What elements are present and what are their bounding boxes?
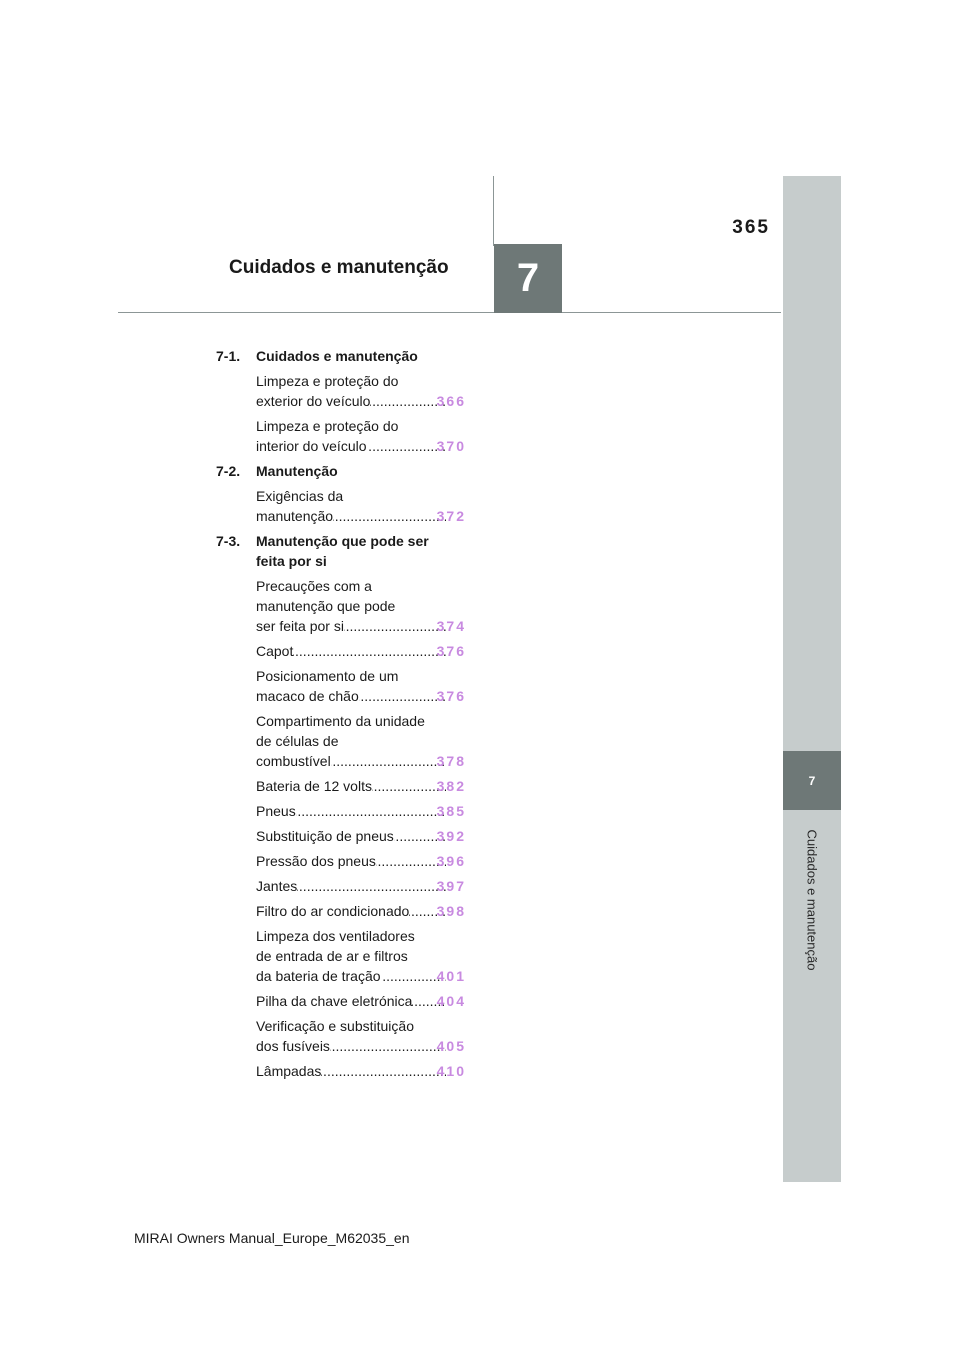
toc-entry-title: exterior do veículo — [256, 393, 371, 409]
toc-leader-dots — [293, 641, 445, 661]
toc-entry-line: de células de — [256, 733, 339, 749]
toc-leader-dots — [372, 776, 446, 796]
toc-leader-dots — [321, 1061, 445, 1081]
toc-entry[interactable] — [216, 901, 466, 921]
toc-entry-line: Posicionamento de um — [256, 668, 399, 684]
toc-page-link[interactable]: 398 — [436, 903, 466, 919]
toc-section-number: 7-1. — [216, 348, 241, 364]
toc-entry-title: macaco de chão — [256, 688, 359, 704]
toc-page-link[interactable]: 376 — [436, 643, 466, 659]
toc-section — [216, 461, 466, 481]
toc-leader-dots — [296, 801, 446, 821]
toc-page-link[interactable]: 397 — [436, 878, 466, 894]
toc-section — [216, 346, 466, 366]
page-number: 365 — [732, 217, 770, 238]
toc-entry-title: manutenção — [256, 508, 334, 524]
chapter-number-box: 7 — [494, 244, 562, 313]
toc-page-link[interactable]: 404 — [436, 993, 466, 1009]
toc-entry[interactable] — [216, 926, 466, 986]
toc-leader-dots — [330, 1036, 446, 1056]
toc-entry[interactable] — [216, 851, 466, 871]
table-of-contents — [216, 346, 466, 1086]
toc-entry[interactable] — [216, 371, 466, 411]
toc-page-link[interactable]: 376 — [436, 688, 466, 704]
toc-entry-title: interior do veículo — [256, 438, 367, 454]
toc-leader-dots — [381, 966, 446, 986]
toc-leader-dots — [333, 506, 446, 526]
toc-entry[interactable] — [216, 641, 466, 661]
toc-entry-line: Exigências da — [256, 488, 344, 504]
toc-page-link[interactable]: 370 — [436, 438, 466, 454]
header-vertical-rule — [493, 176, 494, 246]
toc-entry-title: Capot — [256, 643, 294, 659]
toc-section-number: 7-3. — [216, 533, 241, 549]
toc-entry-title: Pneus — [256, 803, 296, 819]
toc-entry-line: Limpeza e proteção do — [256, 373, 399, 389]
side-tab — [783, 176, 841, 1182]
toc-entry[interactable] — [216, 876, 466, 896]
chapter-title: Cuidados e manutenção — [229, 257, 449, 278]
side-tab-number: 7 — [783, 751, 841, 810]
toc-entry[interactable] — [216, 416, 466, 456]
toc-entry-line: de entrada de ar e filtros — [256, 948, 408, 964]
toc-entry-title: Lâmpadas — [256, 1063, 322, 1079]
toc-leader-dots — [297, 876, 445, 896]
toc-entry-title: Jantes — [256, 878, 298, 894]
toc-leader-dots — [376, 851, 446, 871]
toc-page-link[interactable]: 382 — [436, 778, 466, 794]
toc-page-link[interactable]: 374 — [436, 618, 466, 634]
toc-entry-title: Filtro do ar condicionado — [256, 903, 410, 919]
toc-page-link[interactable]: 396 — [436, 853, 466, 869]
toc-page-link[interactable]: 366 — [436, 393, 466, 409]
toc-entry[interactable] — [216, 486, 466, 526]
toc-section-title: Manutenção que pode ser — [256, 533, 429, 549]
toc-entry-line: manutenção que pode — [256, 598, 396, 614]
side-tab-label: Cuidados e manutenção — [804, 829, 820, 971]
toc-entry-title: Pilha da chave eletrónica — [256, 993, 413, 1009]
toc-entry-line: Limpeza e proteção do — [256, 418, 399, 434]
toc-entry[interactable] — [216, 666, 466, 706]
footer-text: MIRAI Owners Manual_Europe_M62035_en — [134, 1230, 410, 1246]
toc-entry-line: Verificação e substituição — [256, 1018, 414, 1034]
toc-entry-line: Limpeza dos ventiladores — [256, 928, 415, 944]
toc-entry-title: Substituição de pneus — [256, 828, 394, 844]
toc-entry[interactable] — [216, 801, 466, 821]
toc-page-link[interactable]: 410 — [436, 1063, 466, 1079]
toc-page-link[interactable]: 401 — [436, 968, 466, 984]
toc-leader-dots — [359, 686, 446, 706]
toc-page-link[interactable]: 372 — [436, 508, 466, 524]
toc-entry[interactable] — [216, 576, 466, 636]
toc-leader-dots — [370, 391, 445, 411]
toc-page-link[interactable]: 378 — [436, 753, 466, 769]
toc-entry-title: ser feita por si — [256, 618, 344, 634]
toc-entry-title: combustível — [256, 753, 331, 769]
toc-leader-dots — [344, 616, 446, 636]
toc-leader-dots — [331, 751, 446, 771]
toc-entry-title: da bateria de tração — [256, 968, 381, 984]
toc-entry-line: Precauções com a — [256, 578, 372, 594]
toc-entry[interactable] — [216, 711, 466, 771]
toc-entry-line: Compartimento da unidade — [256, 713, 425, 729]
toc-entry-title: dos fusíveis — [256, 1038, 330, 1054]
toc-entry[interactable] — [216, 776, 466, 796]
toc-section-title: Cuidados e manutenção — [256, 348, 418, 364]
toc-leader-dots — [367, 436, 446, 456]
header-horizontal-rule — [118, 312, 781, 313]
toc-section — [216, 531, 466, 571]
toc-entry-title: Bateria de 12 volts — [256, 778, 372, 794]
toc-section-number: 7-2. — [216, 463, 241, 479]
toc-entry[interactable] — [216, 1016, 466, 1056]
toc-entry-title: Pressão dos pneus — [256, 853, 376, 869]
toc-page-link[interactable]: 385 — [436, 803, 466, 819]
toc-section-title: feita por si — [256, 553, 327, 569]
toc-entry[interactable] — [216, 1061, 466, 1081]
toc-page-link[interactable]: 405 — [436, 1038, 466, 1054]
toc-section-title: Manutenção — [256, 463, 338, 479]
toc-entry[interactable] — [216, 826, 466, 846]
toc-entry[interactable] — [216, 991, 466, 1011]
toc-page-link[interactable]: 392 — [436, 828, 466, 844]
